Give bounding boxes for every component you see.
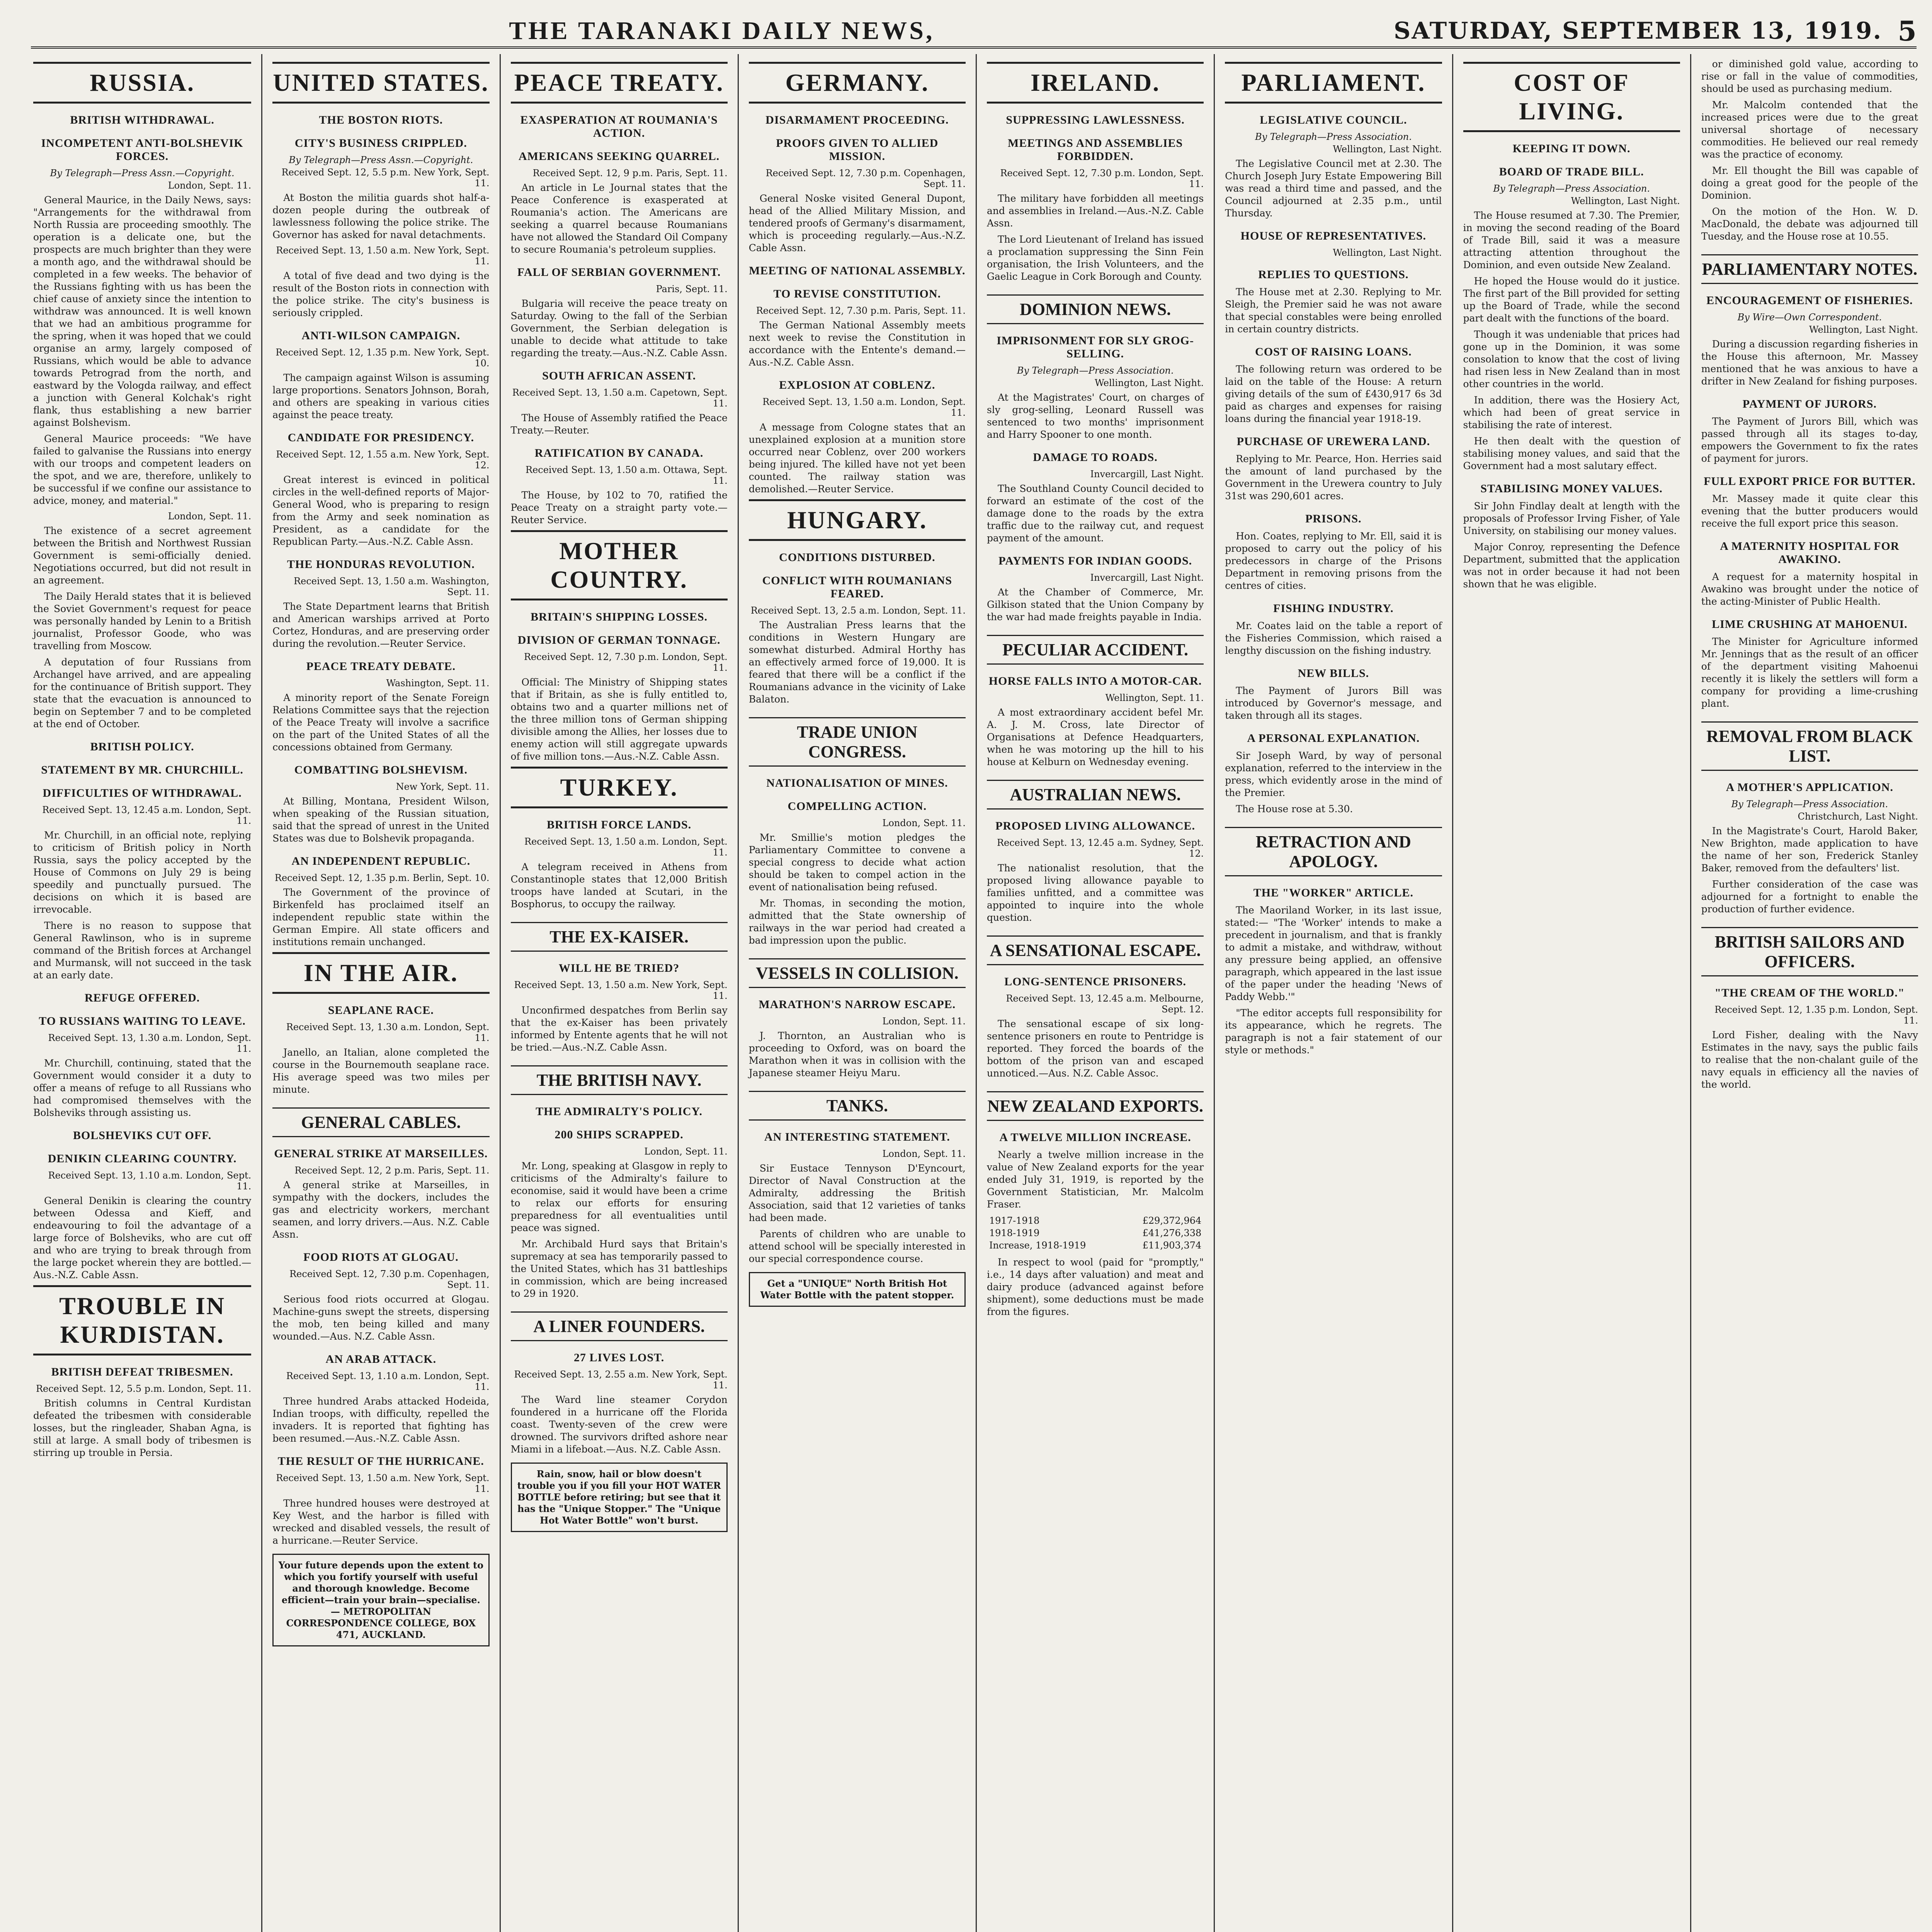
article-subheading: A MOTHER'S APPLICATION. <box>1726 781 1894 794</box>
article-paragraph: In the Magistrate's Court, Harold Baker, New Brighton, made application to have the name of her son, Frederick Stanley Baker, removed from the defaulters' list. <box>1701 825 1918 874</box>
article-subheading: DAMAGE TO ROADS. <box>1033 451 1158 464</box>
article-paragraph: The Australian Press learns that the conditions in Western Hungary are somewhat disturbed. Admiral Horthy has an effectively armed force of 19,000. It is feared that there will be a conflict if the Roumanians advance in the vicinity of Lake Balaton. <box>748 619 966 705</box>
article-paragraph: The House, by 102 to 70, ratified the Peace Treaty on a straight party vote.—Reuter Service. <box>510 490 728 526</box>
article-subheading: REFUGE OFFERED. <box>84 992 200 1004</box>
dateline: Received Sept. 13, 12.45 a.m. Sydney, Sept. 12. <box>997 837 1204 859</box>
article-paragraph: At the Magistrates' Court, on charges of sly grog-selling, Leonard Russell was sentenced to two months' imprisonment and Harry Spooner to one month. <box>987 392 1204 440</box>
article-headline: BRITISH SAILORS AND OFFICERS. <box>1701 927 1918 976</box>
article-subheading: EXASPERATION AT ROUMANIA'S ACTION. <box>520 114 718 139</box>
article-paragraph: Great interest is evinced in political circles in the well-defined reports of Major-General Wood, who is preparing to resign from the Army and seek nomination as President, as a candidate for the Republican Party.—Aus.-N.Z. Cable Assn. <box>272 474 490 547</box>
export-value-table <box>987 1214 1204 1252</box>
byline: By Telegraph—Press Assn.—Copyright. <box>50 168 235 179</box>
article-subheading: COMPELLING ACTION. <box>787 800 927 813</box>
article-paragraph: General Noske visited General Dupont, head of the Allied Military Mission, and tendered proofs of Germany's disarmament, which is proceeding regularly.—Aus.-N.Z. Cable Assn. <box>748 193 966 253</box>
table-cell: 1917-1918 <box>989 1215 1040 1226</box>
byline: By Telegraph—Press Association. <box>1731 799 1888 810</box>
article-headline: TANKS. <box>749 1091 966 1121</box>
article-paragraph: A request for a maternity hospital in Awakino was brought under the notice of the acting-Minister of Public Health. <box>1701 571 1918 607</box>
dateline: Received Sept. 13, 1.50 a.m. New York, Sept. 11. <box>276 1473 490 1494</box>
article-subheading: HORSE FALLS INTO A MOTOR-CAR. <box>988 675 1202 687</box>
news-columns <box>23 54 1928 1932</box>
page-number: 5 <box>1898 15 1917 47</box>
article-paragraph: The House of Assembly ratified the Peace Treaty.—Reuter. <box>510 412 728 436</box>
article-subheading: PURCHASE OF UREWERA LAND. <box>1236 435 1430 448</box>
article-paragraph: During a discussion regarding fisheries in the House this afternoon, Mr. Massey mentioned that he was anxious to have a drifter in New Zealand for fishing purposes. <box>1701 338 1918 387</box>
dateline: London, Sept. 11. <box>168 180 252 191</box>
column-2 <box>261 54 499 1932</box>
section-headline: TROUBLE IN KURDISTAN. <box>33 1285 251 1355</box>
article-paragraph: The military have forbidden all meetings and assemblies in Ireland.—Aus.-N.Z. Cable Assn. <box>987 193 1204 229</box>
article-subheading: PAYMENTS FOR INDIAN GOODS. <box>998 554 1192 567</box>
dateline: Received Sept. 12, 1.35 p.m. Berlin, Sept. 10. <box>274 872 490 883</box>
dateline: Received Sept. 13, 12.45 a.m. London, Sept. 11. <box>42 804 252 826</box>
article-subheading: CONFLICT WITH ROUMANIANS FEARED. <box>762 574 952 600</box>
dateline: Received Sept. 12, 2 p.m. Paris, Sept. 11. <box>294 1165 490 1176</box>
article-paragraph: Hon. Coates, replying to Mr. Ell, said it is proposed to carry out the policy of his predecessors in charge of the Prisons Department in removing prisons from the centres of cities. <box>1225 531 1442 591</box>
article-paragraph: A deputation of four Russians from Archangel have arrived, and are appealing for the continuance of British support. They state that the evacuation is announced to begin on September 7 and to be completed at the end of October. <box>33 656 252 730</box>
article-subheading: LIME CRUSHING AT MAHOENUI. <box>1712 618 1908 631</box>
article-paragraph: At Boston the militia guards shot half-a-dozen people during the outbreak of lawlessness following the police strike. The Governor has asked for naval detachments. <box>272 192 490 240</box>
column-8 <box>1690 54 1928 1932</box>
byline: By Telegraph—Press Assn.—Copyright. <box>289 155 473 165</box>
dateline: Received Sept. 12, 7.30 p.m. Paris, Sept. 11. <box>756 305 966 316</box>
dateline: Wellington, Last Night. <box>1333 144 1442 155</box>
article-paragraph: Mr. Malcolm contended that the increased prices were due to the great universal shortage of necessary commodities. He believed our real remedy was the practice of economy. <box>1701 99 1918 160</box>
article-headline: GENERAL CABLES. <box>272 1107 489 1137</box>
article-subheading: DENIKIN CLEARING COUNTRY. <box>48 1152 237 1165</box>
byline: By Wire—Own Correspondent. <box>1737 312 1882 323</box>
article-subheading: CANDIDATE FOR PRESIDENCY. <box>287 431 474 444</box>
dateline: Received Sept. 12, 7.30 p.m. London, Sept. 11. <box>1000 168 1204 189</box>
article-subheading: BOLSHEVIKS CUT OFF. <box>73 1129 212 1142</box>
dateline: Received Sept. 13, 1.50 a.m. London, Sept. 11. <box>762 396 966 418</box>
article-subheading: REPLIES TO QUESTIONS. <box>1258 268 1409 281</box>
article-paragraph: An article in Le Journal states that the Peace Conference is exasperated at Roumania's action. The Americans are seeking a quarrel because Roumanians have not allowed the Standard Oil Company to secure Roumania's petroleum supplies. <box>510 182 728 255</box>
table-cell: £11,903,374 <box>1142 1240 1202 1251</box>
table-row <box>987 1239 1204 1252</box>
table-row <box>987 1227 1204 1239</box>
article-paragraph: At the Chamber of Commerce, Mr. Gilkison stated that the Union Company by the war had made freights payable in India. <box>987 587 1204 622</box>
dateline: Received Sept. 12, 5.5 p.m. New York, Sept. 11. <box>281 167 490 189</box>
article-subheading: BRITISH DEFEAT TRIBESMEN. <box>51 1366 233 1378</box>
article-paragraph: Sir John Findlay dealt at length with the proposals of Professor Irving Fisher, of Yale University, on stabilising our money values. <box>1463 500 1680 536</box>
article-paragraph: Mr. Churchill, continuing, stated that the Government would consider it a duty to offer a means of refuge to all Russians who had compromised themselves with the Bolsheviks through assisting us. <box>33 1058 252 1118</box>
article-headline: A SENSATIONAL ESCAPE. <box>987 935 1204 965</box>
article-paragraph: Mr. Archibald Hurd says that Britain's supremacy at sea has temporarily passed to the United States, which has 31 battleships in commission, which are being increased to 29 in 1920. <box>510 1238 728 1299</box>
article-headline: PECULIAR ACCIDENT. <box>987 635 1204 665</box>
article-subheading: THE BOSTON RIOTS. <box>319 114 443 126</box>
masthead <box>31 15 1917 49</box>
section-headline: MOTHER COUNTRY. <box>511 530 728 600</box>
article-subheading: BRITISH FORCE LANDS. <box>547 818 692 831</box>
article-subheading: TO REVISE CONSTITUTION. <box>773 287 941 300</box>
column-1 <box>23 54 261 1932</box>
article-paragraph: Sir Eustace Tennyson D'Eyncourt, Director of Naval Construction at the Admiralty, addressing the British Association, said that 12 varieties of tanks had been made. <box>748 1163 966 1223</box>
article-paragraph: The Lord Lieutenant of Ireland has issued a proclamation suppressing the Sinn Fein organisation, the Irish Volunteers, and the Gaelic League in Cork Borough and County. <box>987 234 1204 282</box>
advertisement: Your future depends upon the extent to which you fortify yourself with useful and thorough knowledge. Become efficient—train your brain—specialise. — METROPOLITAN CORRESPONDENCE COLLEGE, BOX 471, AUCKLAND. <box>272 1554 489 1646</box>
article-subheading: RATIFICATION BY CANADA. <box>534 447 704 459</box>
article-paragraph: Mr. Ell thought the Bill was capable of doing a great good for the people of the Dominion. <box>1701 165 1918 201</box>
article-subheading: KEEPING IT DOWN. <box>1512 142 1631 155</box>
article-paragraph: or diminished gold value, according to rise or fall in the value of commodities, should be used as purchasing medium. <box>1701 58 1918 94</box>
article-subheading: 200 SHIPS SCRAPPED. <box>554 1128 684 1141</box>
article-headline: AUSTRALIAN NEWS. <box>987 780 1204 810</box>
article-paragraph: He hoped the House would do it justice. The first part of the Bill provided for setting up the Board of Trade, while the second part dealt with the functions of the board. <box>1463 276 1680 324</box>
column-3 <box>500 54 738 1932</box>
dateline: New York, Sept. 11. <box>396 781 490 792</box>
article-subheading: BRITAIN'S SHIPPING LOSSES. <box>531 611 708 623</box>
article-subheading: GENERAL STRIKE AT MARSEILLES. <box>274 1147 488 1160</box>
article-subheading: INCOMPETENT ANTI-BOLSHEVIK FORCES. <box>41 137 243 163</box>
article-paragraph: Major Conroy, representing the Defence Department, submitted that the application was not in order because it had not been shown that he was eligible. <box>1463 541 1680 590</box>
article-paragraph: The campaign against Wilson is assuming large proportions. Senators Johnson, Borah, and others are speaking in various cities against the peace treaty. <box>272 372 490 420</box>
article-paragraph: On the motion of the Hon. W. D. MacDonald, the debate was adjourned till Tuesday, and the House rose at 10.55. <box>1701 206 1918 242</box>
section-headline: COST OF LIVING. <box>1463 62 1680 132</box>
article-paragraph: Three hundred Arabs attacked Hodeida, Indian troops, with difficulty, repelled the invaders. It is reported that fighting has been resumed.—Aus.-N.Z. Cable Assn. <box>272 1396 490 1444</box>
article-paragraph: Sir Joseph Ward, by way of personal explanation, referred to the interview in the press, which evidently arose in the mind of the Premier. <box>1225 750 1442 798</box>
dateline: Wellington, Last Night. <box>1809 324 1918 335</box>
article-paragraph: The Legislative Council met at 2.30. The Church Joseph Jury Estate Empowering Bill was read a third time and passed, and the Council adjourned at 2.35 p.m., until Thursday. <box>1225 158 1442 219</box>
dateline: Washington, Sept. 11. <box>386 678 490 689</box>
dateline: Received Sept. 12, 1.35 p.m. London, Sept. 11. <box>1714 1004 1918 1026</box>
article-paragraph: He then dealt with the question of stabilising money values, and said that the Government had a most salutary effect. <box>1463 435 1680 471</box>
section-headline: RUSSIA. <box>33 62 251 104</box>
article-subheading: ANTI-WILSON CAMPAIGN. <box>301 329 461 342</box>
article-paragraph: Serious food riots occurred at Glogau. Machine-guns swept the streets, dispersing the mob, ten being killed and many wounded.—Aus. N.Z. Cable Assn. <box>272 1294 490 1342</box>
article-subheading: A PERSONAL EXPLANATION. <box>1247 732 1420 745</box>
article-paragraph: Unconfirmed despatches from Berlin say that the ex-Kaiser has been privately informed by Entente agents that he will not be tried.—Aus.-N.Z. Cable Assn. <box>510 1005 728 1053</box>
article-subheading: PAYMENT OF JURORS. <box>1742 398 1877 410</box>
article-subheading: FOOD RIOTS AT GLOGAU. <box>303 1251 459 1264</box>
article-subheading: THE ADMIRALTY'S POLICY. <box>536 1105 702 1118</box>
column-7 <box>1452 54 1690 1932</box>
article-subheading: DISARMAMENT PROCEEDING. <box>765 114 949 126</box>
article-paragraph: General Maurice, in the Daily News, says: "Arrangements for the withdrawal from North Russia are proceeding smoothly. The operation is a delicate one, but the prospects are much brighter than they were a month ago, and the withdrawal should be completed in a few weeks. The behavior of the Russians fighting with us has been the chief cause of anxiety since the intention to withdraw was announced. It is well known that we had an ambitious programme for the spring, when it was hoped that we could organise an army, largely composed of Russians, which would be able to advance towards Petrograd from the north, and eastward by the Vologda railway, and effect a junction with General Kolchak's right flank, thus establishing a new barrier against Bolshevism. <box>33 194 252 428</box>
article-subheading: PEACE TREATY DEBATE. <box>306 660 456 673</box>
dateline: Received Sept. 12, 5.5 p.m. London, Sept. 11. <box>36 1383 252 1394</box>
article-paragraph: The nationalist resolution, that the proposed living allowance payable to families unfitted, and a committee was appointed to inquire into the whole question. <box>987 862 1204 923</box>
article-paragraph: The German National Assembly meets next week to revise the Constitution in accordance with the Entente's demand.—Aus.-N.Z. Cable Assn. <box>748 320 966 368</box>
article-paragraph: The State Department learns that British and American warships arrived at Porto Cortez, Honduras, and are preserving order during the revolution.—Reuter Service. <box>272 601 490 649</box>
dateline: Received Sept. 13, 12.45 a.m. Melbourne, Sept. 12. <box>1006 993 1204 1015</box>
article-subheading: "THE CREAM OF THE WORLD." <box>1714 986 1905 999</box>
section-headline: IN THE AIR. <box>272 952 489 994</box>
article-paragraph: The House resumed at 7.30. The Premier, in moving the second reading of the Board of Trade Bill, said it was a measure attracting attention throughout the Dominion, and even outside New Zealand. <box>1463 210 1680 270</box>
article-paragraph: Mr. Thomas, in seconding the motion, admitted that the State ownership of railways in the war period had created a bad impression upon the public. <box>748 898 966 946</box>
article-paragraph: Official: The Ministry of Shipping states that if Britain, as she is fully entitled to, obtains two and a quarter millions net of the three million tons of German shipping divisible among the Allies, her losses due to enemy action will still aggregate upwards of five million tons.—Aus.-N.Z. Cable Assn. <box>510 677 728 762</box>
article-paragraph: At Billing, Montana, President Wilson, when speaking of the Russian situation, said that the spread of unrest in the United States was due to Bolshevik propaganda. <box>272 796 490 844</box>
dateline: Received Sept. 13, 1.30 a.m. London, Sept. 11. <box>48 1032 252 1054</box>
article-subheading: AMERICANS SEEKING QUARREL. <box>519 150 720 163</box>
article-paragraph: Mr. Massey made it quite clear this evening that the butter producers would receive the full export price this season. <box>1701 493 1918 529</box>
dateline: London, Sept. 11. <box>882 1016 966 1027</box>
dateline: Received Sept. 12, 7.30 p.m. Copenhagen, Sept. 11. <box>765 168 966 189</box>
advertisement: Get a "UNIQUE" North British Hot Water Bottle with the patent stopper. <box>749 1272 966 1307</box>
article-subheading: AN INTERESTING STATEMENT. <box>764 1131 950 1143</box>
article-paragraph: A total of five dead and two dying is the result of the Boston riots in connection with the police strike. The city's business is seriously crippled. <box>272 270 490 318</box>
article-paragraph: J. Thornton, an Australian who is proceeding to Oxford, was on board the Marathon when it was in collision with the Japanese steamer Heiyu Maru. <box>748 1030 966 1078</box>
dateline: Received Sept. 13, 1.10 a.m. London, Sept. 11. <box>48 1170 252 1192</box>
article-paragraph: Mr. Long, speaking at Glasgow in reply to criticisms of the Admiralty's failure to economise, said it would have been a crime to relax our efforts for ensuring preparedness for all eventualities until peace was signed. <box>510 1160 728 1233</box>
article-subheading: DIVISION OF GERMAN TONNAGE. <box>517 634 721 646</box>
article-subheading: THE HONDURAS REVOLUTION. <box>287 558 475 571</box>
article-subheading: CITY'S BUSINESS CRIPPLED. <box>294 137 467 150</box>
byline: By Telegraph—Press Association. <box>1017 365 1174 376</box>
article-paragraph: The Payment of Jurors Bill was introduced by Governor's message, and taken through all its stages. <box>1225 685 1442 721</box>
column-6 <box>1214 54 1452 1932</box>
advertisement: Rain, snow, hail or blow doesn't trouble you if you fill your HOT WATER BOTTLE before retiring; but see that it has the "Unique Stopper." The "Unique Hot Water Bottle" won't burst. <box>511 1463 728 1532</box>
article-paragraph: A most extraordinary accident befel Mr. A. J. M. Cross, late Director of Organisations at Defence Headquarters, when he was motoring up the hill to his house at Kelburn on Wednesday evening. <box>987 707 1204 767</box>
article-paragraph: There is no reason to suppose that General Rawlinson, who is in supreme command of the British forces at Archangel and Murmansk, will not succeed in the task at an early date. <box>33 920 252 981</box>
article-subheading: MARATHON'S NARROW ESCAPE. <box>759 998 956 1011</box>
article-paragraph: A general strike at Marseilles, in sympathy with the dockers, includes the gas and electricity workers, merchant seamen, and lorry drivers.—Aus. N.Z. Cable Assn. <box>272 1179 490 1240</box>
section-headline: PARLIAMENT. <box>1225 62 1442 104</box>
article-subheading: AN ARAB ATTACK. <box>325 1353 437 1366</box>
article-subheading: THE RESULT OF THE HURRICANE. <box>277 1455 484 1468</box>
article-subheading: SUPPRESSING LAWLESSNESS. <box>1006 114 1185 126</box>
dateline: Paris, Sept. 11. <box>656 284 728 294</box>
article-subheading: FULL EXPORT PRICE FOR BUTTER. <box>1704 475 1916 488</box>
article-subheading: COST OF RAISING LOANS. <box>1255 345 1412 358</box>
article-paragraph: Mr. Smillie's motion pledges the Parliamentary Committee to convene a special congress to decide what action should be taken to compel action in the event of nationalisation being refused. <box>748 832 966 893</box>
article-headline: THE BRITISH NAVY. <box>511 1065 728 1095</box>
article-paragraph: The Southland County Council decided to forward an estimate of the cost of the damage done to the roads by the extra traffic due to the railway cut, and request payment of the amount. <box>987 483 1204 544</box>
article-paragraph: In respect to wool (paid for "promptly," i.e., 14 days after valuation) and meat and dairy produce (advanced against before shipment), some deductions must be made from the figures. <box>987 1257 1204 1317</box>
article-subheading: PROOFS GIVEN TO ALLIED MISSION. <box>776 137 939 163</box>
article-paragraph: Mr. Churchill, in an official note, replying to criticism of British policy in North Russia, says the policy accepted by the House of Commons on July 29 is being speedily and punctually pursued. The decisions on which it is based are irrevocable. <box>33 830 252 915</box>
dateline: Invercargill, Last Night. <box>1090 469 1204 480</box>
article-paragraph: A minority report of the Senate Foreign Relations Committee says that the rejection of the Peace Treaty will involve a sacrifice on the part of the United States of all the concessions obtained from Germany. <box>272 692 490 753</box>
dateline: Received Sept. 13, 1.50 a.m. New York, Sept. 11. <box>276 245 490 267</box>
dateline: Received Sept. 12, 9 p.m. Paris, Sept. 11. <box>532 168 728 179</box>
article-subheading: THE "WORKER" ARTICLE. <box>1253 886 1413 899</box>
article-subheading: LEGISLATIVE COUNCIL. <box>1260 114 1407 126</box>
article-paragraph: Lord Fisher, dealing with the Navy Estimates in the navy, says the public fails to realise that the non-chalant guile of the navy equals in efficiency all the navies of the world. <box>1701 1029 1918 1090</box>
dateline: Wellington, Last Night. <box>1095 378 1204 388</box>
article-subheading: MEETING OF NATIONAL ASSEMBLY. <box>749 264 966 277</box>
article-subheading: 27 LIVES LOST. <box>573 1351 665 1364</box>
article-paragraph: The House met at 2.30. Replying to Mr. Sleigh, the Premier said he was not aware that special constables were being enrolled in certain country districts. <box>1225 286 1442 335</box>
issue-date: SATURDAY, SEPTEMBER 13, 1919. <box>1394 17 1883 44</box>
article-subheading: LONG-SENTENCE PRISONERS. <box>1004 975 1186 988</box>
article-subheading: IMPRISONMENT FOR SLY GROG-SELLING. <box>997 334 1194 360</box>
article-subheading: FALL OF SERBIAN GOVERNMENT. <box>517 266 721 279</box>
article-paragraph: The Government of the province of Birkenfeld has proclaimed itself an independent republic state within the German Empire. All state officers and institutions remain unchanged. <box>272 887 490 947</box>
section-headline: UNITED STATES. <box>272 62 489 104</box>
column-5 <box>976 54 1214 1932</box>
dateline: Received Sept. 13, 1.50 a.m. Ottawa, Sept. 11. <box>526 464 728 486</box>
article-paragraph: General Maurice proceeds: "We have failed to galvanise the Russians into energy with our troops and competent leaders on the spot, and we are, therefore, unlikely to be successful if we confine our assistance to advice, money, and material." <box>33 433 252 506</box>
article-subheading: PROPOSED LIVING ALLOWANCE. <box>995 820 1196 832</box>
article-subheading: TO RUSSIANS WAITING TO LEAVE. <box>39 1015 246 1027</box>
dateline: London, Sept. 11. <box>644 1146 728 1157</box>
article-headline: REMOVAL FROM BLACK LIST. <box>1701 721 1918 771</box>
article-subheading: SOUTH AFRICAN ASSENT. <box>542 369 696 382</box>
article-subheading: DIFFICULTIES OF WITHDRAWAL. <box>43 787 242 799</box>
article-paragraph: The Maoriland Worker, in its last issue, stated:— "The 'Worker' intends to make a precedent in journalism, and that is frankly to admit a mistake, and withdraw, without any pressure being applied, an offensive paragraph, which appeared in the last issue of the paper under the heading 'News of Paddy Webb.'" <box>1225 905 1442 1002</box>
article-paragraph: In addition, there was the Hosiery Act, which had been of great service in stabilising the rate of interest. <box>1463 395 1680 430</box>
dateline: Received Sept. 13, 1.30 a.m. London, Sept. 11. <box>286 1022 490 1043</box>
table-cell: £41,276,338 <box>1142 1228 1202 1238</box>
section-headline: HUNGARY. <box>749 499 966 541</box>
article-headline: RETRACTION AND APOLOGY. <box>1225 827 1442 876</box>
article-headline: TRADE UNION CONGRESS. <box>749 717 966 767</box>
article-subheading: NEW BILLS. <box>1298 667 1369 680</box>
dateline: Wellington, Sept. 11. <box>1105 692 1204 703</box>
table-row <box>987 1214 1204 1227</box>
article-paragraph: Mr. Coates laid on the table a report of the Fisheries Commission, which raised a lengthy discussion on the fishing industry. <box>1225 620 1442 656</box>
article-headline: NEW ZEALAND EXPORTS. <box>987 1091 1204 1121</box>
article-paragraph: The Minister for Agriculture informed Mr. Jennings that as the result of an officer of the department visiting Mahoenui recently it is likely the settlers will form a company for providing a lime-crushing plant. <box>1701 636 1918 709</box>
article-paragraph: Bulgaria will receive the peace treaty on Saturday. Owing to the fall of the Serbian Government, the Serbian delegation is unable to decide what attitude to take regarding the treaty.—Aus.-N.Z. Cable Assn. <box>510 298 728 359</box>
article-subheading: STATEMENT BY MR. CHURCHILL. <box>41 764 243 776</box>
article-headline: PARLIAMENTARY NOTES. <box>1701 254 1918 284</box>
article-paragraph: "The editor accepts full responsibility for its appearance, which he regrets. The paragraph is not a fair statement of our style or methods." <box>1225 1007 1442 1056</box>
dateline: Received Sept. 13, 1.50 a.m. Capetown, Sept. 11. <box>512 387 728 409</box>
dateline: London, Sept. 11. <box>882 1148 966 1159</box>
article-headline: A LINER FOUNDERS. <box>511 1311 728 1341</box>
dateline: Invercargill, Last Night. <box>1090 572 1204 583</box>
article-paragraph: The sensational escape of six long-sentence prisoners en route to Pentridge is reported. They forced the boards of the bottom of the prison van and escaped unnoticed.—Aus. N.Z. Cable Assoc. <box>987 1018 1204 1079</box>
dateline: London, Sept. 11. <box>168 511 252 522</box>
article-subheading: CONDITIONS DISTURBED. <box>779 551 935 564</box>
article-subheading: EXPLOSION AT COBLENZ. <box>779 379 935 391</box>
newspaper-title: THE TARANAKI DAILY NEWS, <box>509 17 935 45</box>
dateline: Received Sept. 13, 1.50 a.m. London, Sept. 11. <box>524 836 728 858</box>
article-paragraph: The House rose at 5.30. <box>1236 803 1353 815</box>
article-paragraph: The following return was ordered to be laid on the table of the House: A return giving details of the sum of £430,917 6s 3d paid as charges and expenses for raising loans during the financial year 1918-19. <box>1225 364 1442 424</box>
article-subheading: A MATERNITY HOSPITAL FOR AWAKINO. <box>1720 540 1900 566</box>
article-subheading: STABILISING MONEY VALUES. <box>1480 482 1663 495</box>
article-paragraph: British columns in Central Kurdistan defeated the tribesmen with considerable losses, but the ringleader, Shaban Agna, is still at large. A small body of tribesmen is stirring up trouble in Persia. <box>33 1398 252 1458</box>
section-headline: TURKEY. <box>511 767 728 808</box>
section-headline: GERMANY. <box>749 62 966 104</box>
table-cell: 1918-1919 <box>989 1228 1040 1238</box>
article-paragraph: Parents of children who are unable to attend school will be specially interested in our special correspondence course. <box>748 1228 966 1264</box>
section-headline: PEACE TREATY. <box>511 62 728 104</box>
article-subheading: BRITISH POLICY. <box>90 740 194 753</box>
table-cell: Increase, 1918-1919 <box>989 1240 1086 1251</box>
article-subheading: SEAPLANE RACE. <box>328 1004 434 1017</box>
byline: By Telegraph—Press Association. <box>1493 183 1650 194</box>
article-subheading: MEETINGS AND ASSEMBLIES FORBIDDEN. <box>1008 137 1183 163</box>
article-headline: VESSELS IN COLLISION. <box>749 958 966 988</box>
article-subheading: A TWELVE MILLION INCREASE. <box>999 1131 1191 1144</box>
article-paragraph: Janello, an Italian, alone completed the course in the Bournemouth seaplane race. His average speed was two miles per minute. <box>272 1047 490 1095</box>
dateline: Received Sept. 12, 1.55 a.m. New York, Sept. 12. <box>276 449 490 471</box>
article-subheading: BOARD OF TRADE BILL. <box>1499 165 1644 178</box>
dateline: Received Sept. 12, 7.30 p.m. London, Sept. 11. <box>524 651 728 673</box>
article-subheading: AN INDEPENDENT REPUBLIC. <box>291 855 471 867</box>
dateline: Christchurch, Last Night. <box>1798 811 1918 822</box>
article-subheading: HOUSE OF REPRESENTATIVES. <box>1240 230 1427 242</box>
article-subheading: ENCOURAGEMENT OF FISHERIES. <box>1706 294 1913 307</box>
dateline: Received Sept. 12, 1.35 p.m. New York, Sept. 10. <box>276 347 490 369</box>
article-paragraph: Further consideration of the case was adjourned for a fortnight to enable the production of further evidence. <box>1701 879 1918 915</box>
article-paragraph: The existence of a secret agreement between the British and Northwest Russian Government is semi-officially denied. Negotiations occurred, but did not result in an agreement. <box>33 525 252 586</box>
article-paragraph: General Denikin is clearing the country between Odessa and Kieff, and endeavouring to foil the advantage of a large force of Bolsheviks, who are cut off and who are trying to break through from the large pocket wherein they are bottled.—Aus.-N.Z. Cable Assn. <box>33 1195 252 1281</box>
article-subheading: COMBATTING BOLSHEVISM. <box>294 764 468 776</box>
article-paragraph: Nearly a twelve million increase in the value of New Zealand exports for the year ended July 31, 1919, is reported by the Government Statistician, Mr. Malcolm Fraser. <box>987 1149 1204 1210</box>
dateline: Received Sept. 13, 1.50 a.m. Washington, Sept. 11. <box>294 576 490 597</box>
article-paragraph: The Ward line steamer Corydon foundered in a hurricane off the Florida coast. Twenty-seven of the crew were drowned. The survivors drifted ashore near Miami in a lifeboat.—Aus. N.Z. Cable Assn. <box>510 1394 728 1455</box>
dateline: London, Sept. 11. <box>882 818 966 828</box>
article-subheading: NATIONALISATION OF MINES. <box>766 777 948 789</box>
section-headline: IRELAND. <box>987 62 1204 104</box>
dateline: Wellington, Last Night. <box>1571 196 1680 206</box>
article-paragraph: The Payment of Jurors Bill, which was passed through all its stages to-day, empowers the Government to fix the rates of payment for jurors. <box>1701 416 1918 464</box>
article-paragraph: A message from Cologne states that an unexplained explosion at a munition store occurred near Coblenz, over 200 workers being injured. The killed have not yet been counted. The railway station was demolished.—Reuter Service. <box>748 422 966 495</box>
dateline: Received Sept. 13, 2.55 a.m. New York, Sept. 11. <box>514 1369 728 1391</box>
article-headline: THE EX-KAISER. <box>511 922 728 952</box>
column-4 <box>738 54 976 1932</box>
article-subheading: WILL HE BE TRIED? <box>558 962 680 975</box>
article-paragraph: Though it was undeniable that prices had gone up in the Dominion, it was some consolation to know that the cost of living had risen less in New Zealand than in most other countries in the world. <box>1463 329 1680 389</box>
article-paragraph: Replying to Mr. Pearce, Hon. Herries said the amount of land purchased by the Government in the Urewera country to July 31st was 290,601 acres. <box>1225 453 1442 502</box>
dateline: Received Sept. 13, 2.5 a.m. London, Sept. 11. <box>750 605 966 616</box>
article-headline: DOMINION NEWS. <box>987 294 1204 324</box>
byline: By Telegraph—Press Association. <box>1255 131 1412 142</box>
article-subheading: FISHING INDUSTRY. <box>1273 602 1394 615</box>
dateline: Received Sept. 13, 1.10 a.m. London, Sept. 11. <box>286 1371 490 1392</box>
article-subheading: BRITISH WITHDRAWAL. <box>70 114 214 126</box>
article-paragraph: The Daily Herald states that it is believed the Soviet Government's request for peace was personally handed by Lenin to a British journalist, Professor Goode, who was travelling from Moscow. <box>33 591 252 651</box>
dateline: Received Sept. 12, 7.30 p.m. Copenhagen, Sept. 11. <box>289 1269 490 1290</box>
table-cell: £29,372,964 <box>1142 1215 1202 1226</box>
article-paragraph: A telegram received in Athens from Constantinople states that 12,000 British troops have landed at Scutari, in the Bosphorus, to occupy the railway. <box>510 861 728 910</box>
dateline: Wellington, Last Night. <box>1333 247 1442 258</box>
dateline: Received Sept. 13, 1.50 a.m. New York, Sept. 11. <box>514 980 728 1001</box>
article-paragraph: Three hundred houses were destroyed at Key West, and the harbor is filled with wrecked and disabled vessels, the result of a hurricane.—Reuter Service. <box>272 1498 490 1546</box>
article-subheading: PRISONS. <box>1305 512 1362 525</box>
